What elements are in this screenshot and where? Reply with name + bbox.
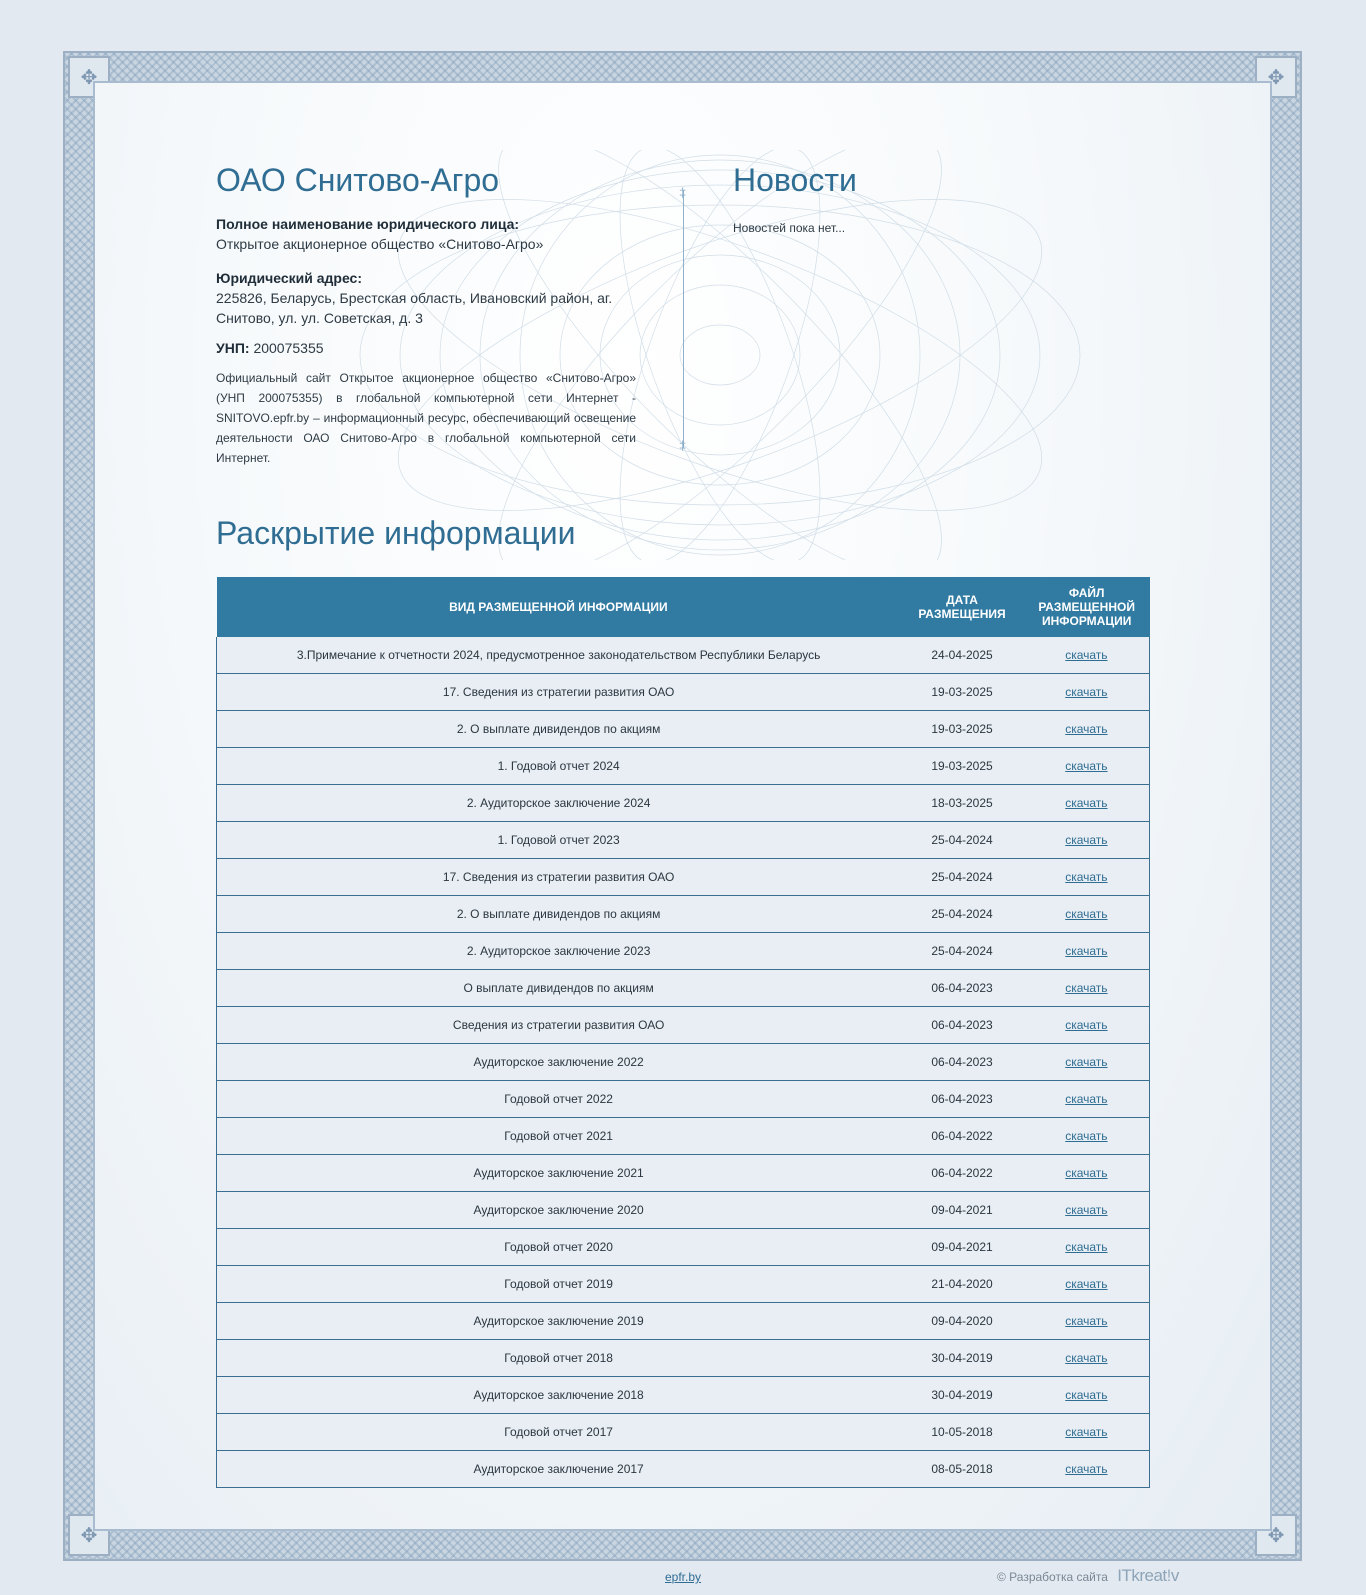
row-date: 25-04-2024 xyxy=(900,859,1024,896)
table-row xyxy=(217,896,1150,933)
row-kind: 17. Сведения из стратегии развития ОАО xyxy=(217,674,901,711)
row-file xyxy=(1024,674,1150,711)
row-file xyxy=(1024,1266,1150,1303)
download-link[interactable]: скачать xyxy=(1065,722,1108,736)
row-file xyxy=(1024,1377,1150,1414)
row-date: 06-04-2023 xyxy=(900,970,1024,1007)
table-row xyxy=(217,859,1150,896)
row-date: 06-04-2023 xyxy=(900,1044,1024,1081)
row-file xyxy=(1024,1118,1150,1155)
table-row xyxy=(217,637,1150,674)
row-kind: Годовой отчет 2018 xyxy=(217,1340,901,1377)
download-link[interactable]: скачать xyxy=(1065,1388,1108,1402)
footer xyxy=(0,1566,1366,1590)
disclosure-table xyxy=(216,577,1150,1488)
row-date: 19-03-2025 xyxy=(900,711,1024,748)
row-kind: Сведения из стратегии развития ОАО xyxy=(217,1007,901,1044)
row-date: 06-04-2023 xyxy=(900,1007,1024,1044)
address-value: 225826, Беларусь, Брестская область, Ивановский район, аг. Снитово, ул. ул. Советская, д. 3 xyxy=(216,290,613,326)
row-date: 06-04-2022 xyxy=(900,1118,1024,1155)
unp-label: УНП: xyxy=(216,340,250,356)
download-link[interactable]: скачать xyxy=(1065,1462,1108,1476)
table-row xyxy=(217,970,1150,1007)
download-link[interactable]: скачать xyxy=(1065,1314,1108,1328)
row-kind: 2. О выплате дивидендов по акциям xyxy=(217,711,901,748)
table-row xyxy=(217,1155,1150,1192)
row-file xyxy=(1024,822,1150,859)
news-block xyxy=(733,160,1153,235)
row-date: 09-04-2021 xyxy=(900,1192,1024,1229)
developer-credit xyxy=(997,1566,1179,1586)
download-link[interactable]: скачать xyxy=(1065,685,1108,699)
row-date: 19-03-2025 xyxy=(900,748,1024,785)
row-file xyxy=(1024,1007,1150,1044)
download-link[interactable]: скачать xyxy=(1065,1129,1108,1143)
table-row xyxy=(217,1192,1150,1229)
row-kind: 2. Аудиторское заключение 2023 xyxy=(217,933,901,970)
row-date: 30-04-2019 xyxy=(900,1340,1024,1377)
developer-text: © Разработка сайта xyxy=(997,1570,1108,1584)
download-link[interactable]: скачать xyxy=(1065,1166,1108,1180)
header-kind: ВИД РАЗМЕЩЕННОЙ ИНФОРМАЦИИ xyxy=(217,577,901,637)
row-kind: 3.Примечание к отчетности 2024, предусмотренное законодательством Республики Беларусь xyxy=(217,637,901,674)
download-link[interactable]: скачать xyxy=(1065,870,1108,884)
row-date: 18-03-2025 xyxy=(900,785,1024,822)
download-link[interactable]: скачать xyxy=(1065,1240,1108,1254)
row-file xyxy=(1024,896,1150,933)
row-date: 06-04-2023 xyxy=(900,1081,1024,1118)
download-link[interactable]: скачать xyxy=(1065,759,1108,773)
table-row xyxy=(217,1007,1150,1044)
logo-part-c: v xyxy=(1170,1566,1179,1585)
row-file xyxy=(1024,637,1150,674)
row-file xyxy=(1024,785,1150,822)
table-row xyxy=(217,748,1150,785)
row-date: 25-04-2024 xyxy=(900,896,1024,933)
header-date: ДАТА РАЗМЕЩЕНИЯ xyxy=(900,577,1024,637)
address-label: Юридический адрес: xyxy=(216,270,362,286)
download-link[interactable]: скачать xyxy=(1065,944,1108,958)
row-kind: Годовой отчет 2020 xyxy=(217,1229,901,1266)
row-file xyxy=(1024,1414,1150,1451)
table-row xyxy=(217,1229,1150,1266)
row-kind: 17. Сведения из стратегии развития ОАО xyxy=(217,859,901,896)
table-row xyxy=(217,785,1150,822)
table-row xyxy=(217,933,1150,970)
row-date: 09-04-2021 xyxy=(900,1229,1024,1266)
logo-part-a: ITkreat xyxy=(1117,1566,1167,1585)
table-row xyxy=(217,1340,1150,1377)
table-row xyxy=(217,1081,1150,1118)
company-info xyxy=(216,160,636,468)
table-row xyxy=(217,1044,1150,1081)
download-link[interactable]: скачать xyxy=(1065,1351,1108,1365)
row-file xyxy=(1024,859,1150,896)
full-name-value: Открытое акционерное общество «Снитово-Агро» xyxy=(216,236,544,252)
company-title: ОАО Снитово-Агро xyxy=(216,162,500,198)
row-kind: О выплате дивидендов по акциям xyxy=(217,970,901,1007)
logo-part-b: ! xyxy=(1166,1566,1171,1585)
row-kind: Годовой отчет 2019 xyxy=(217,1266,901,1303)
row-kind: Годовой отчет 2017 xyxy=(217,1414,901,1451)
download-link[interactable]: скачать xyxy=(1065,1055,1108,1069)
row-date: 21-04-2020 xyxy=(900,1266,1024,1303)
row-file xyxy=(1024,1081,1150,1118)
download-link[interactable]: скачать xyxy=(1065,1425,1108,1439)
row-date: 10-05-2018 xyxy=(900,1414,1024,1451)
row-kind: Аудиторское заключение 2017 xyxy=(217,1451,901,1488)
download-link[interactable]: скачать xyxy=(1065,796,1108,810)
row-date: 19-03-2025 xyxy=(900,674,1024,711)
header-file: ФАЙЛ РАЗМЕЩЕННОЙ ИНФОРМАЦИИ xyxy=(1024,577,1150,637)
table-row xyxy=(217,711,1150,748)
row-file xyxy=(1024,1303,1150,1340)
developer-logo[interactable] xyxy=(1117,1566,1179,1586)
row-kind: Аудиторское заключение 2020 xyxy=(217,1192,901,1229)
row-kind: 1. Годовой отчет 2024 xyxy=(217,748,901,785)
unp-value: 200075355 xyxy=(253,340,324,356)
row-date: 09-04-2020 xyxy=(900,1303,1024,1340)
row-file xyxy=(1024,1229,1150,1266)
row-kind: Аудиторское заключение 2018 xyxy=(217,1377,901,1414)
row-file xyxy=(1024,748,1150,785)
row-date: 06-04-2022 xyxy=(900,1155,1024,1192)
row-kind: 1. Годовой отчет 2023 xyxy=(217,822,901,859)
row-file xyxy=(1024,1155,1150,1192)
row-kind: Годовой отчет 2021 xyxy=(217,1118,901,1155)
download-link[interactable]: скачать xyxy=(1065,1203,1108,1217)
row-kind: 2. О выплате дивидендов по акциям xyxy=(217,896,901,933)
row-kind: Аудиторское заключение 2022 xyxy=(217,1044,901,1081)
download-link[interactable]: скачать xyxy=(1065,981,1108,995)
table-row xyxy=(217,822,1150,859)
download-link[interactable]: скачать xyxy=(1065,907,1108,921)
news-title: Новости xyxy=(733,162,857,198)
row-file xyxy=(1024,1340,1150,1377)
table-row xyxy=(217,1266,1150,1303)
unp-line xyxy=(216,338,636,358)
news-empty-text: Новостей пока нет... xyxy=(733,221,846,235)
table-header-row xyxy=(217,577,1150,637)
download-link[interactable]: скачать xyxy=(1065,833,1108,847)
table-row xyxy=(217,1414,1150,1451)
table-row xyxy=(217,1377,1150,1414)
table-row xyxy=(217,1303,1150,1340)
row-date: 25-04-2024 xyxy=(900,822,1024,859)
row-file xyxy=(1024,711,1150,748)
row-kind: Аудиторское заключение 2019 xyxy=(217,1303,901,1340)
row-date: 08-05-2018 xyxy=(900,1451,1024,1488)
row-kind: Аудиторское заключение 2021 xyxy=(217,1155,901,1192)
download-link[interactable]: скачать xyxy=(1065,648,1108,662)
site-description: Официальный сайт Открытое акционерное общество «Снитово-Агро» (УНП 200075355) в глобальной компьютерной сети Интернет - SNITOVO.epfr.by – информационный ресурс, обеспечивающий освещение деятельности ОАО Снитово-Агро в глобальной компьютерной сети Интернет. xyxy=(216,371,636,465)
row-kind: 2. Аудиторское заключение 2024 xyxy=(217,785,901,822)
row-kind: Годовой отчет 2022 xyxy=(217,1081,901,1118)
table-row xyxy=(217,1118,1150,1155)
epfr-link[interactable]: epfr.by xyxy=(665,1570,702,1584)
row-date: 24-04-2025 xyxy=(900,637,1024,674)
download-link[interactable]: скачать xyxy=(1065,1018,1108,1032)
row-date: 30-04-2019 xyxy=(900,1377,1024,1414)
row-file xyxy=(1024,1451,1150,1488)
row-file xyxy=(1024,1044,1150,1081)
disclosure-title: Раскрытие информации xyxy=(216,515,576,551)
row-file xyxy=(1024,933,1150,970)
table-row xyxy=(217,1451,1150,1488)
full-name-label: Полное наименование юридического лица: xyxy=(216,216,520,232)
column-divider xyxy=(683,190,684,448)
row-file xyxy=(1024,1192,1150,1229)
row-date: 25-04-2024 xyxy=(900,933,1024,970)
row-file xyxy=(1024,970,1150,1007)
download-link[interactable]: скачать xyxy=(1065,1092,1108,1106)
table-row xyxy=(217,674,1150,711)
download-link[interactable]: скачать xyxy=(1065,1277,1108,1291)
